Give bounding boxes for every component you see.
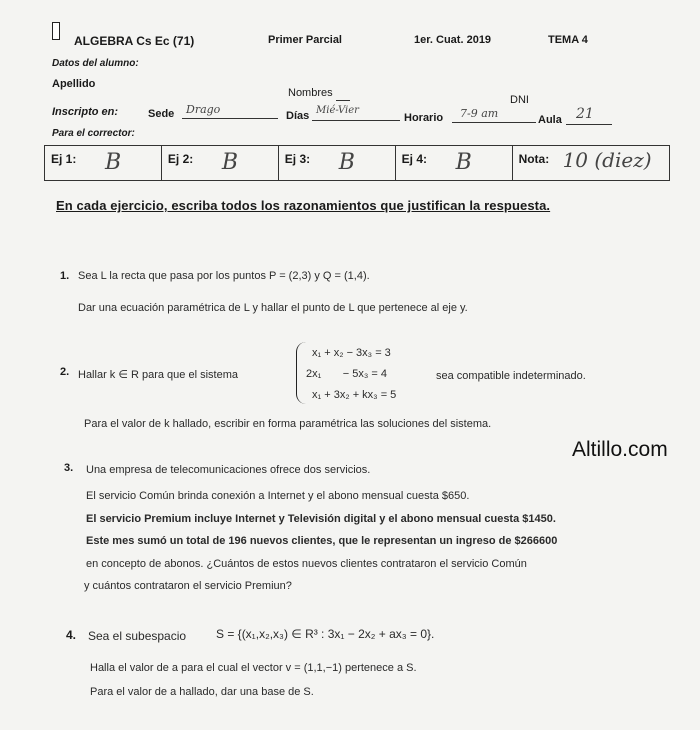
- exercise-2-tail: sea compatible indeterminado.: [436, 370, 586, 382]
- student-section-label: Datos del alumno:: [52, 58, 139, 69]
- grade-label-ej2: Ej 2:: [167, 152, 194, 166]
- dias-field: [312, 106, 400, 121]
- exercise-4-line-3: Para el valor de a hallado, dar una base de S.: [90, 686, 314, 698]
- aula-label: Aula: [538, 114, 562, 126]
- grade-mark-ej1: B: [105, 150, 122, 175]
- grade-cell-ej4: [396, 146, 513, 180]
- exercise-2-intro: Hallar k ∈ R para que el sistema: [78, 369, 238, 381]
- exercise-1-number: 1.: [60, 270, 70, 282]
- exercise-3-line-1: Una empresa de telecomunicaciones ofrece dos servicios.: [86, 464, 371, 476]
- dias-label: Días: [286, 110, 310, 122]
- exercise-1-line-2: Dar una ecuación paramétrica de L y hallar el punto de L que pertenece al eje y.: [78, 302, 468, 314]
- grade-mark-ej4: B: [455, 150, 472, 175]
- enrolled-label: Inscripto en:: [52, 106, 119, 118]
- grade-cell-ej3: [279, 146, 396, 180]
- sede-value: Drago: [186, 103, 221, 116]
- exercise-2-eq-2: 2x₁ − 5x₃ = 4: [306, 368, 387, 380]
- sede-field: [182, 104, 278, 119]
- horario-label: Horario: [404, 112, 444, 124]
- header-mark-box: [52, 22, 60, 40]
- grade-mark-ej3: B: [338, 150, 355, 175]
- sede-label: Sede: [148, 108, 175, 120]
- exam-tema: TEMA 4: [548, 34, 588, 46]
- dias-value: Mié-Vier: [316, 105, 359, 116]
- exercise-3-line-4: Este mes sumó un total de 196 nuevos clientes, que le representan un ingreso de $266600: [86, 535, 558, 547]
- exercise-2-number: 2.: [60, 366, 70, 378]
- exercise-3-line-3: El servicio Premium incluye Internet y Televisión digital y el abono mensual cuesta $1450.: [86, 513, 556, 525]
- grade-table: [44, 145, 670, 181]
- grade-cell-nota: [513, 146, 669, 180]
- aula-value: 21: [576, 106, 594, 122]
- exercise-3-number: 3.: [64, 462, 74, 474]
- exercise-1-line-1: Sea L la recta que pasa por los puntos P = (2,3) y Q = (1,4).: [78, 270, 370, 282]
- grade-label-ej1: Ej 1:: [51, 152, 77, 166]
- horario-value: 7-9 am: [460, 107, 499, 120]
- exercise-3-line-5: en concepto de abonos. ¿Cuántos de estos nuevos clientes contrataron el servicio Común: [86, 558, 527, 570]
- exercise-2-eq-1: x₁ + x₂ − 3x₃ = 3: [312, 347, 391, 359]
- exercise-4-line-2: Halla el valor de a para el cual el vector v = (1,1,−1) pertenece a S.: [90, 662, 417, 674]
- exercise-4-number: 4.: [66, 628, 77, 642]
- names-line: [336, 86, 350, 101]
- grade-mark-ej2: B: [221, 150, 239, 175]
- course-title: ALGEBRA Cs Ec (71): [74, 34, 195, 48]
- instruction: En cada ejercicio, escriba todos los razonamientos que justifican la respuesta.: [56, 198, 551, 213]
- exercise-2-eq-3: x₁ + 3x₂ + kx₃ = 5: [312, 389, 397, 401]
- exercise-3-line-6: y cuántos contrataron el servicio Premiun?: [84, 580, 292, 592]
- surname-label: Apellido: [52, 78, 96, 90]
- grade-label-nota: Nota:: [518, 152, 550, 166]
- corrector-section-label: Para el corrector:: [52, 128, 135, 139]
- grade-cell-ej2: [162, 146, 279, 180]
- dni-label: DNI: [510, 94, 529, 106]
- exercise-4-set: S = {(x₁,x₂,x₃) ∈ R³ : 3x₁ − 2x₂ + ax₃ = 0}.: [216, 627, 435, 641]
- horario-field: [452, 108, 536, 123]
- exercise-4-intro: Sea el subespacio: [88, 629, 187, 643]
- exam-term: 1er. Cuat. 2019: [414, 34, 492, 46]
- watermark: Altillo.com: [572, 438, 668, 461]
- exam-name: Primer Parcial: [268, 34, 342, 46]
- exercise-3-line-2: El servicio Común brinda conexión a Internet y el abono mensual cuesta $650.: [86, 490, 470, 502]
- grade-cell-ej1: [45, 146, 162, 180]
- aula-field: [566, 106, 612, 125]
- grade-label-ej3: Ej 3:: [284, 152, 311, 166]
- names-label: Nombres: [288, 87, 333, 99]
- grade-label-ej4: Ej 4:: [401, 152, 428, 166]
- grade-mark-nota: 10 (diez): [562, 148, 652, 172]
- exercise-2-line-2: Para el valor de k hallado, escribir en forma paramétrica las soluciones del sistema.: [84, 418, 492, 430]
